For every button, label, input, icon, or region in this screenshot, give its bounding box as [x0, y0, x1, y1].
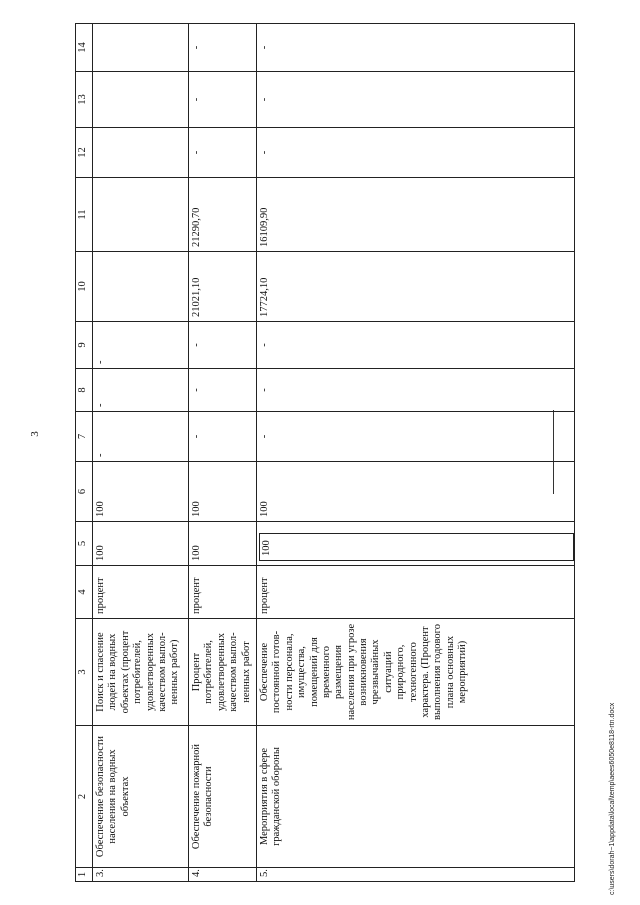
row-c10: 17724,10 [257, 252, 575, 322]
col-header: 10 [76, 252, 93, 322]
col-header: 5 [76, 522, 93, 566]
rotated-table-container [75, 24, 511, 882]
row-unit: процент [189, 566, 257, 619]
footer-file-path [609, 702, 616, 896]
row-number: 3. [93, 868, 189, 882]
footer-file-path-text: c:\users\dorah~1\appdata\local\temp\aees6050e8118-rtn.docx [609, 702, 616, 895]
row-c5-cell [257, 522, 575, 566]
row-c7: - [93, 412, 189, 462]
col-header: 14 [76, 24, 93, 72]
row-unit: процент [93, 566, 189, 619]
col-header: 12 [76, 128, 93, 178]
row-c14 [93, 24, 189, 72]
row-indicator: Обеспечение постоянной готов-ности персонала, имущества, помещений для временного размещения населения при угрозе возникновения чрезвычайных ситуаций природного, техногенного характера. (Процент выполнения годового плана основных мероприятий) [257, 619, 575, 726]
row-c12: - [257, 128, 575, 178]
row-unit: процент [257, 566, 575, 619]
indicators-table [75, 23, 575, 882]
table-row [257, 24, 575, 882]
row-number: 5. [257, 868, 575, 882]
page-number-text: 3 [29, 431, 41, 437]
col-header: 1 [76, 868, 93, 882]
row-c11 [93, 178, 189, 252]
row-c5: 100 [93, 522, 189, 566]
row-c12: - [189, 128, 257, 178]
row-c9: - [257, 322, 575, 369]
row-c13 [93, 72, 189, 128]
col-header: 8 [76, 369, 93, 412]
header-row [76, 24, 93, 882]
row-number: 4. [189, 868, 257, 882]
col-header: 4 [76, 566, 93, 619]
col-header: 7 [76, 412, 93, 462]
page-number [20, 420, 50, 450]
row-c5: 100 [259, 533, 574, 561]
row-c8: - [93, 369, 189, 412]
row-c9: - [93, 322, 189, 369]
row-c14: - [189, 24, 257, 72]
row-c13: - [189, 72, 257, 128]
col-header: 6 [76, 462, 93, 522]
row-c13: - [257, 72, 575, 128]
row-c11: 21290,70 [189, 178, 257, 252]
col-header: 9 [76, 322, 93, 369]
row-c6: 100 [93, 462, 189, 522]
col-header: 13 [76, 72, 93, 128]
table-row [189, 24, 257, 882]
row-indicator: Процент потребителей, удовлетворенных качеством выпол-ненных работ [189, 619, 257, 726]
col-header: 3 [76, 619, 93, 726]
row-indicator: Поиск и спасение людей на водных объектах (процент потребителей, удовлетворенных качеством выпол-ненных работ) [93, 619, 189, 726]
row-name: Обеспечение безопасности населения на водных объектах [93, 726, 189, 868]
row-c10: 21021,10 [189, 252, 257, 322]
row-c10 [93, 252, 189, 322]
col-header: 11 [76, 178, 93, 252]
row-c11: 16109,90 [257, 178, 575, 252]
table-row [93, 24, 189, 882]
row-c7: - [257, 412, 575, 462]
col-header: 2 [76, 726, 93, 868]
row-c6: 100 [189, 462, 257, 522]
row-c6: 100 [257, 462, 575, 522]
row-name: Обеспечение пожарной безопасности [189, 726, 257, 868]
row-name: Мероприятия в сфере гражданской обороны [257, 726, 575, 868]
row-c5: 100 [189, 522, 257, 566]
row-c14: - [257, 24, 575, 72]
row-c12 [93, 128, 189, 178]
row-c7: - [189, 412, 257, 462]
row-c8: - [189, 369, 257, 412]
row-c9: - [189, 322, 257, 369]
row-c8: - [257, 369, 575, 412]
